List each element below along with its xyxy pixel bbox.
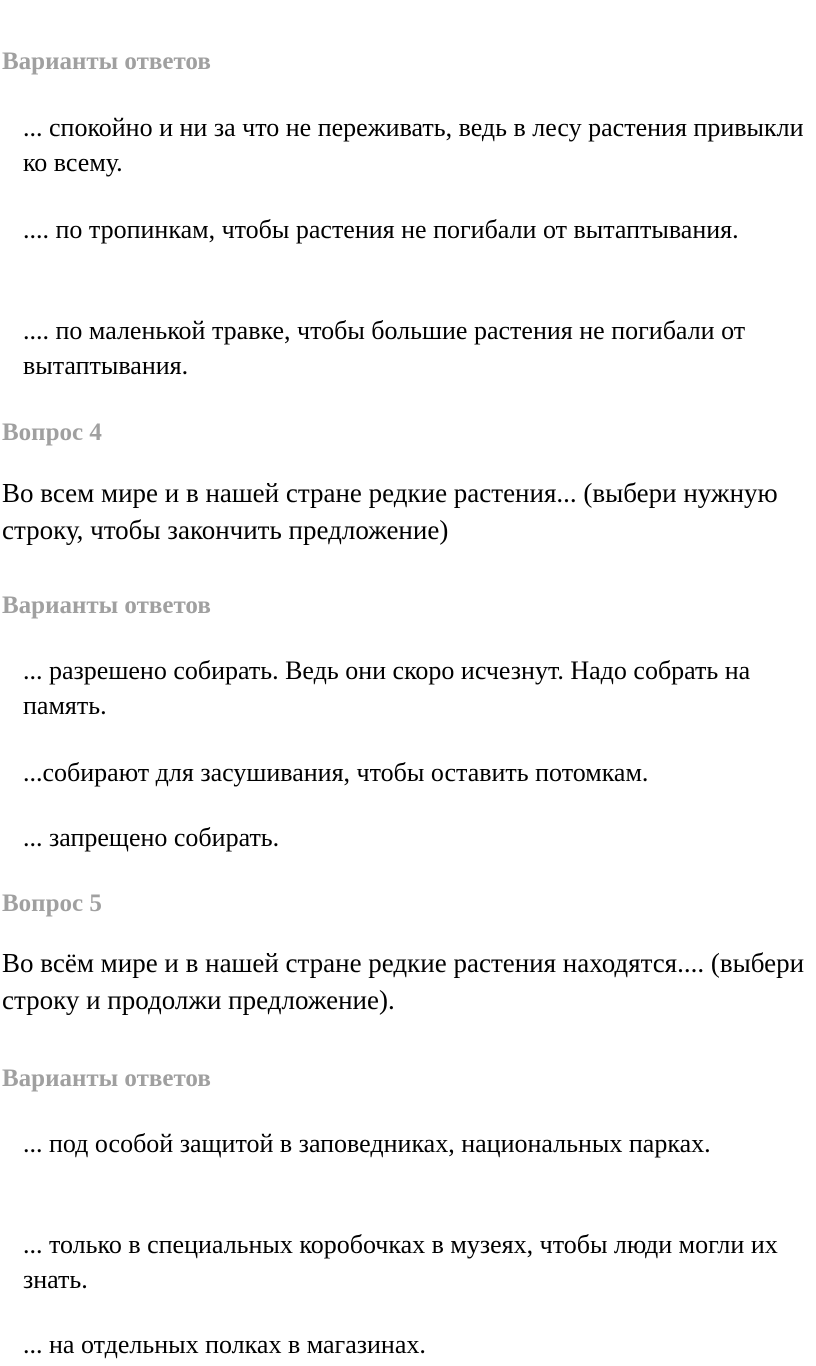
answer-option[interactable]: ... спокойно и ни за что не переживать, ведь в лесу растения привыкли ко всему. <box>23 113 804 177</box>
answer-variants-label: Варианты ответов <box>2 48 211 75</box>
answer-option[interactable]: .... по маленькой травке, чтобы большие растения не погибали от вытаптывания. <box>23 316 746 380</box>
answer-option[interactable]: ... разрешено собирать. Ведь они скоро исчезнут. Надо собрать на память. <box>23 656 751 720</box>
answer-variants-label: Варианты ответов <box>2 1065 211 1092</box>
question-label: Вопрос 5 <box>2 890 102 917</box>
answer-option[interactable]: ... запрещено собирать. <box>23 823 280 852</box>
question-text: Во всём мире и в нашей стране редкие растения находятся.... (выбери строку и продолжи предложение). <box>2 948 805 1015</box>
question-label: Вопрос 4 <box>2 419 102 446</box>
answer-option[interactable]: ... на отдельных полках в магазинах. <box>23 1330 426 1359</box>
answer-option[interactable]: .... по тропинкам, чтобы растения не погибали от вытаптывания. <box>23 215 739 244</box>
answer-option[interactable]: ... под особой защитой в заповедниках, национальных парках. <box>23 1129 711 1158</box>
answer-option[interactable]: ...собирают для засушивания, чтобы оставить потомкам. <box>23 758 649 787</box>
answer-variants-label: Варианты ответов <box>2 592 211 619</box>
answer-option[interactable]: ... только в специальных коробочках в музеях, чтобы люди могли их знать. <box>23 1230 778 1294</box>
question-text: Во всем мире и в нашей стране редкие растения... (выбери нужную строку, чтобы закончить предложение) <box>2 478 778 545</box>
